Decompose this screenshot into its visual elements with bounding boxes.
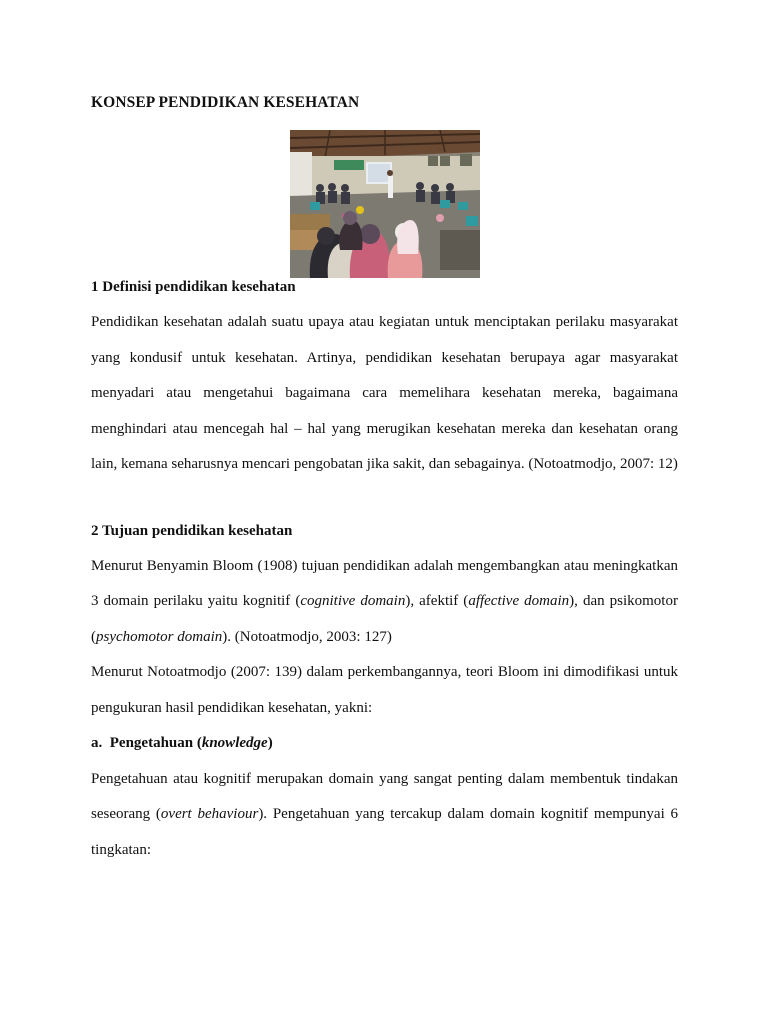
paragraph-pengetahuan: Pengetahuan atau kognitif merupakan domain yang sangat penting dalam membentuk tindakan seseorang (overt behaviour). Pengetahuan yang tercakup dalam domain kognitif mempunyai 6 tingkatan: — [91, 770, 679, 858]
subheading-pengetahuan: a. Pengetahuan (knowledge) — [91, 735, 273, 751]
paragraph-definisi: Pendidikan kesehatan adalah suatu upaya atau kegiatan untuk menciptakan perilaku masyarakat yang kondusif untuk kesehatan. Artinya, pendidikan kesehatan berupaya agar masyarakat menyadari atau mengetahui bagaimana cara memelihara kesehatan mereka, bagaimana menghindari atau mencegah hal – hal yang merugikan kesehatan mereka dan kesehatan orang lain, kemana seharusnya mencari pengobatan jika sakit, dan sebagainya. (Notoatmodjo, 2007: 12) — [91, 314, 678, 472]
paragraph-bloom: Menurut Benyamin Bloom (1908) tujuan pendidikan adalah mengembangkan atau meningkatkan 3 domain perilaku yaitu kognitif (cognitive domain), afektif (affective domain), dan psikomotor (psychomotor domain). (Notoatmodjo, 2003: 127) — [91, 557, 678, 645]
document-body — [91, 277, 678, 868]
health-education-photo — [290, 130, 480, 278]
paragraph-notoatmodjo: Menurut Notoatmodjo (2007: 139) dalam perkembangannya, teori Bloom ini dimodifikasi untuk pengukuran hasil pendidikan kesehatan, yakni: — [91, 664, 678, 716]
section-heading-definisi: 1 Definisi pendidikan kesehatan — [91, 279, 296, 295]
section-heading-tujuan: 2 Tujuan pendidikan kesehatan — [91, 522, 293, 539]
document-title: KONSEP PENDIDIKAN KESEHATAN — [91, 94, 360, 111]
